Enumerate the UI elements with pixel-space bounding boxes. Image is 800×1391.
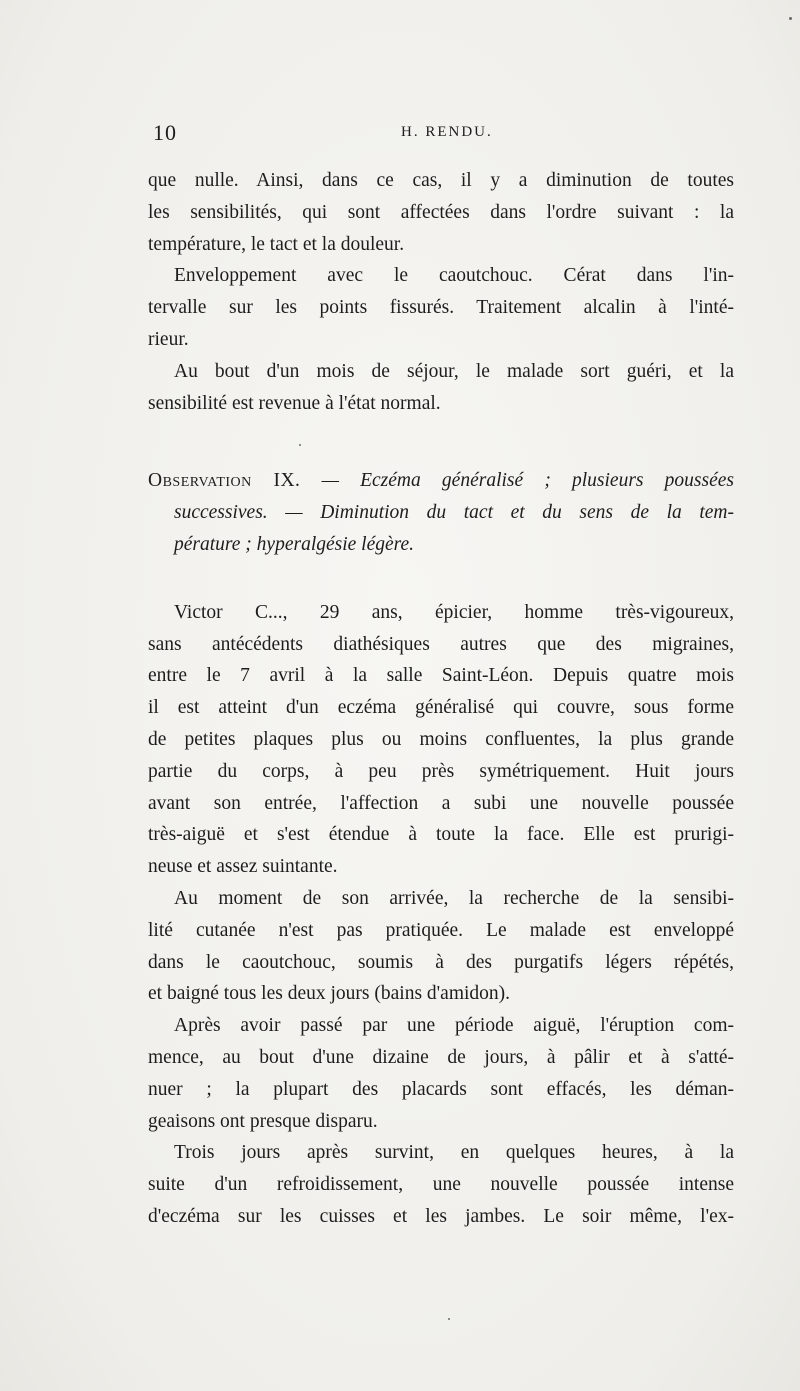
page-number: 10 — [153, 120, 177, 145]
paragraph — [148, 597, 734, 883]
text-line: dans le caoutchouc, soumis à des purgatifs légers répétés, — [148, 951, 734, 973]
text-line: les sensibilités, qui sont affectées dans l'ordre suivant : la — [148, 201, 734, 223]
body-text — [148, 165, 734, 1233]
text-line: entre le 7 avril à la salle Saint-Léon. Depuis quatre mois — [148, 665, 734, 687]
text-line: Enveloppement avec le caoutchouc. Cérat dans l'in- — [174, 265, 734, 287]
text-line: rieur. — [148, 328, 189, 350]
text-line: très-aiguë et s'est étendue à toute la face. Elle est prurigi- — [148, 824, 734, 846]
text-line: avant son entrée, l'affection a subi une nouvelle poussée — [148, 792, 734, 814]
running-head: H. RENDU. — [401, 124, 493, 140]
paragraph — [148, 1137, 734, 1232]
text-line: et baigné tous les deux jours (bains d'amidon). — [148, 983, 511, 1005]
paragraph — [148, 883, 734, 1010]
print-speck — [448, 1318, 450, 1320]
text-line: Trois jours après survint, en quelques heures, à la — [174, 1142, 734, 1164]
paragraph — [148, 1010, 734, 1137]
text-line: température, le tact et la douleur. — [148, 233, 405, 255]
page-header — [153, 120, 735, 150]
text-line: lité cutanée n'est pas pratiquée. Le malade est enveloppé — [148, 919, 734, 941]
text-line: sensibilité est revenue à l'état normal. — [148, 392, 441, 414]
text-line: suite d'un refroidissement, une nouvelle poussée intense — [148, 1174, 734, 1196]
text-line: d'eczéma sur les cuisses et les jambes. Le soir même, l'ex- — [148, 1205, 734, 1227]
observation-heading — [148, 465, 734, 560]
paragraph — [148, 165, 734, 260]
text-line: pérature ; hyperalgésie légère. — [174, 533, 415, 555]
print-speck — [299, 444, 301, 446]
section-gap — [176, 561, 734, 597]
text-line: il est atteint d'un eczéma généralisé qui couvre, sous forme — [148, 697, 734, 719]
paragraph — [148, 260, 734, 355]
text-line: de petites plaques plus ou moins confluentes, la plus grande — [148, 728, 734, 750]
text-line: Au bout d'un mois de séjour, le malade sort guéri, et la — [174, 360, 734, 382]
text-line: partie du corps, à peu près symétriquement. Huit jours — [148, 760, 734, 782]
text-line: mence, au bout d'une dizaine de jours, à pâlir et à s'atté- — [148, 1046, 734, 1068]
text-line: que nulle. Ainsi, dans ce cas, il y a diminution de toutes — [148, 170, 734, 191]
text-line: Victor C..., 29 ans, épicier, homme très-vigoureux, — [174, 601, 734, 623]
text-line: Après avoir passé par une période aiguë, l'éruption com- — [174, 1015, 734, 1037]
text-line: Au moment de son arrivée, la recherche de la sensibi- — [174, 887, 734, 909]
text-line — [148, 465, 734, 497]
section-gap — [176, 419, 734, 465]
text-line: geaisons ont presque disparu. — [148, 1110, 378, 1132]
text-line: tervalle sur les points fissurés. Traitement alcalin à l'inté- — [148, 297, 734, 319]
text-line: sans antécédents diathésiques autres que des migraines, — [148, 633, 734, 655]
print-speck — [789, 17, 792, 20]
text-line: nuer ; la plupart des placards sont effacés, les déman- — [148, 1078, 734, 1100]
observation-title: — Eczéma généralisé ; plusieurs poussées — [321, 470, 734, 492]
text-line: successives. — Diminution du tact et du sens de la tem- — [174, 502, 734, 524]
paragraph — [148, 356, 734, 420]
observation-number: Observation IX. — [148, 470, 301, 492]
text-line: neuse et assez suintante. — [148, 856, 338, 878]
